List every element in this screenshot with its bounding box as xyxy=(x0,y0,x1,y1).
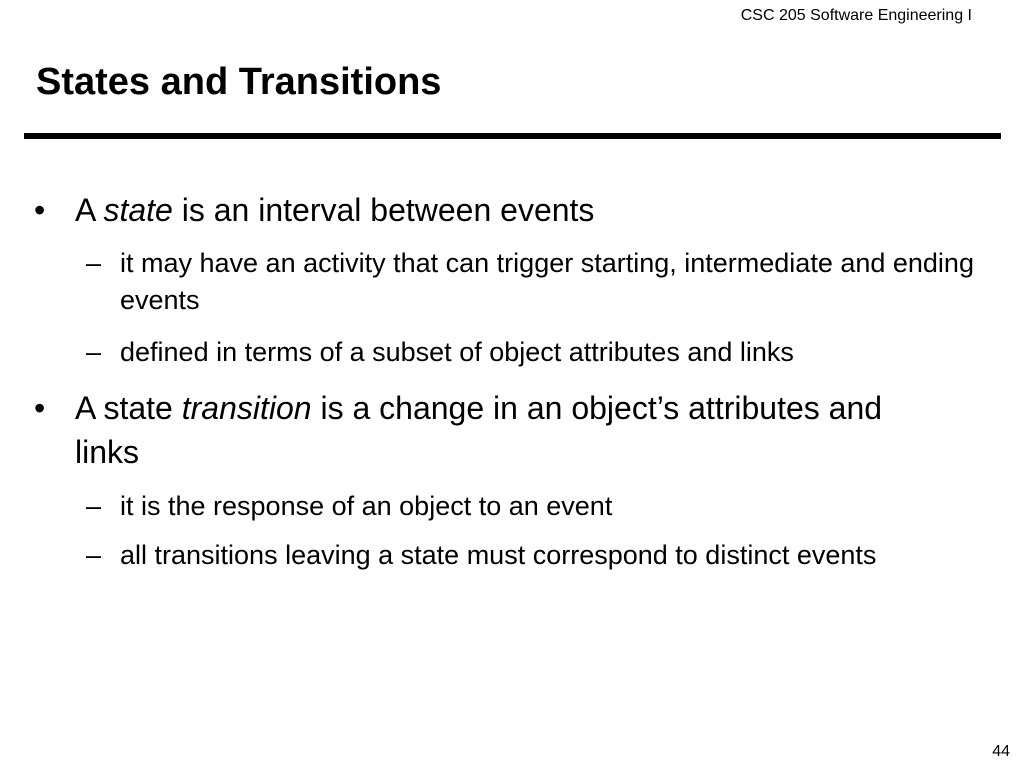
sub-bullet-text: it may have an activity that can trigger starting, intermediate and ending events xyxy=(120,248,974,315)
bullet-term: transition xyxy=(181,390,312,426)
sub-bullet-marker: – xyxy=(86,540,102,570)
bullet-state xyxy=(34,188,954,232)
course-header: CSC 205 Software Engineering I xyxy=(740,7,972,24)
bullet-term: state xyxy=(103,192,173,228)
bullet-text-rest: is an interval between events xyxy=(172,192,595,228)
bullet-text xyxy=(75,386,954,474)
bullet-text xyxy=(75,188,954,232)
bullet-marker: • xyxy=(34,192,46,228)
bullet-text-rest: is a change in an object’s attributes and links xyxy=(75,390,883,470)
sub-bullet-text: it is the response of an object to an event xyxy=(120,491,613,521)
sub-bullet-attributes xyxy=(86,334,976,371)
title-divider xyxy=(24,133,1001,139)
sub-bullet-response xyxy=(86,488,976,525)
sub-bullet-text: all transitions leaving a state must correspond to distinct events xyxy=(120,540,877,570)
sub-bullet-marker: – xyxy=(86,337,102,367)
sub-bullet-text: defined in terms of a subset of object attributes and links xyxy=(120,337,794,367)
sub-bullet-marker: – xyxy=(86,248,102,278)
sub-bullet-activity xyxy=(86,245,976,319)
page-number: 44 xyxy=(992,743,1010,760)
bullet-text-lead: A state xyxy=(75,390,182,426)
sub-bullet-marker: – xyxy=(86,491,102,521)
bullet-text-lead: A xyxy=(75,192,104,228)
sub-bullet-distinct-events xyxy=(86,537,976,574)
bullet-marker: • xyxy=(34,390,46,426)
bullet-transition xyxy=(34,386,954,474)
slide-title: States and Transitions xyxy=(36,61,442,103)
